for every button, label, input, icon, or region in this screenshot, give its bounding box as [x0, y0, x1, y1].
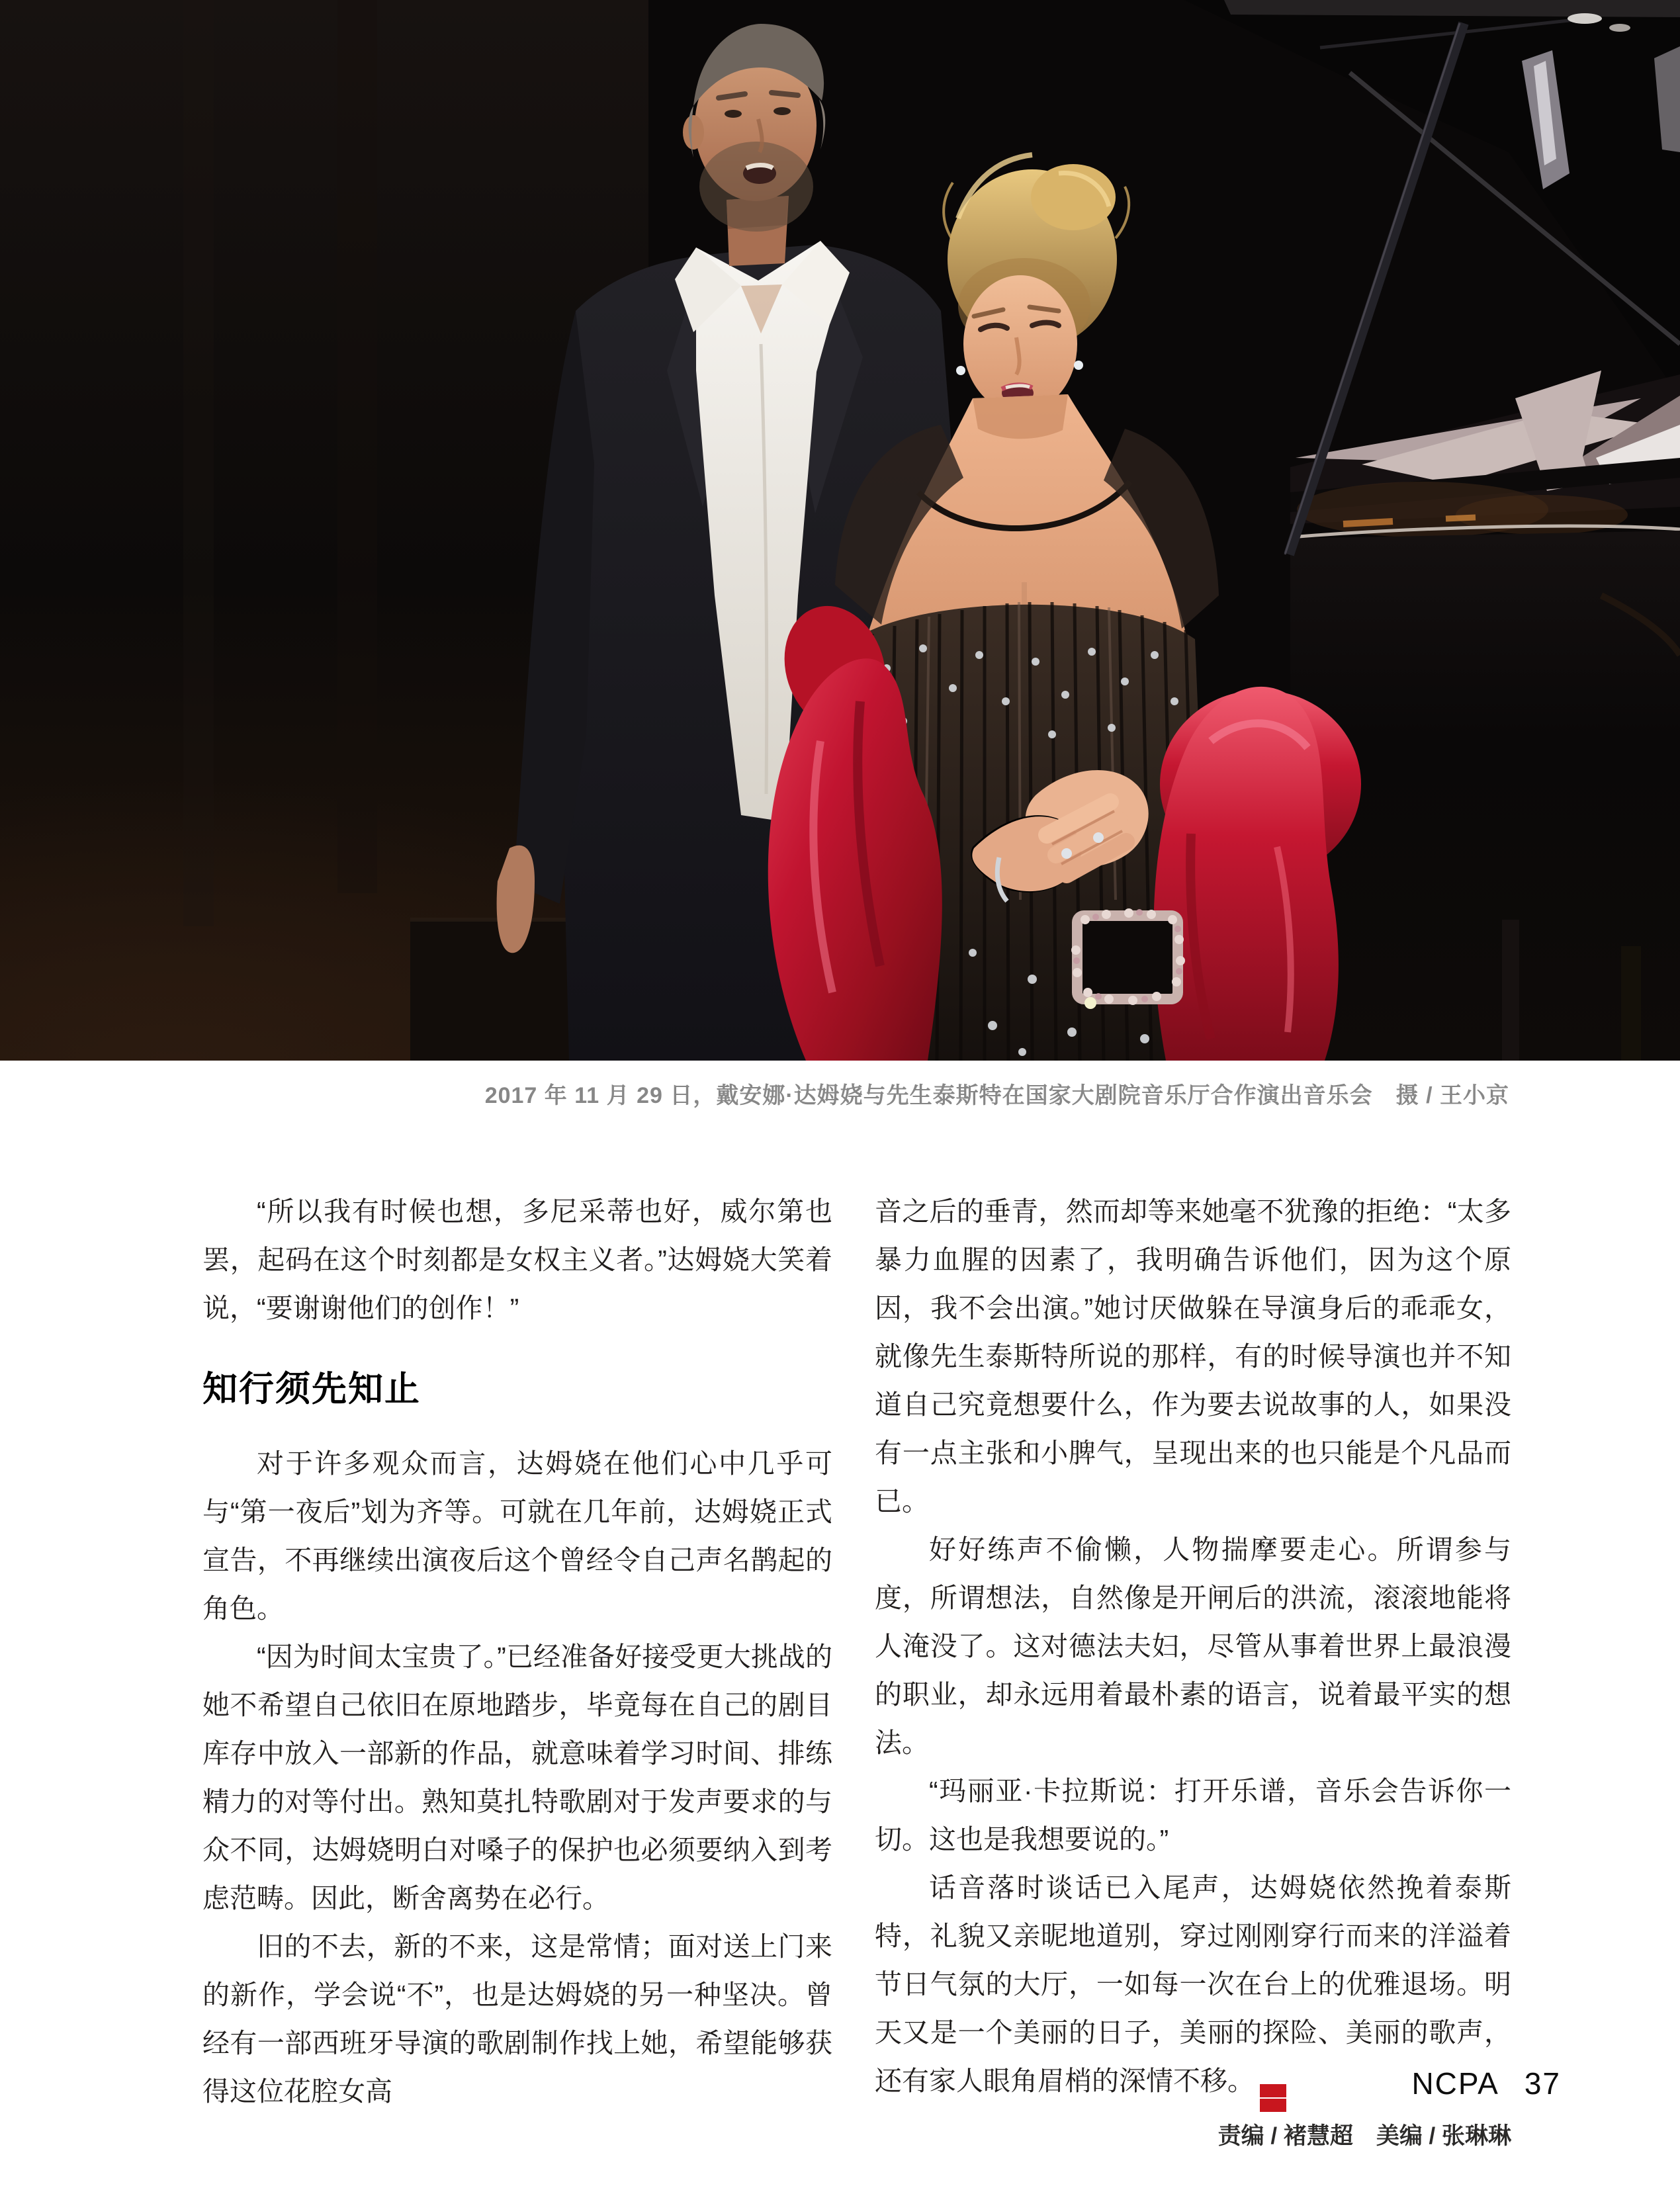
- footer-brand: NCPA: [1411, 2066, 1499, 2101]
- ring: [1093, 832, 1104, 843]
- article-right-column: [875, 1188, 1511, 2160]
- paragraph-text: 话音落时谈话已入尾声，达姆娆依然挽着泰斯特，礼貌又亲昵地道别，穿过刚刚穿行而来的洋溢着节日气氛的大厅，一如每一次在台上的优雅退场。明天又是一个美丽的日子，美丽的探险、美丽的歌声，还有家人眼角眉梢的深情不移。: [875, 1872, 1511, 2096]
- ncpa-end-mark-line2: PA: [1292, 2099, 1308, 2111]
- paragraph: “因为时间太宝贵了。”已经准备好接受更大挑战的她不希望自己依旧在原地踏步，毕竟每在自己的剧目库存中放入一部新的作品，就意味着学习时间、排练精力的对等付出。熟知莫扎特歌剧对于发声要求的与众不同，达姆娆明白对嗓子的保护也必须要纳入到考虑范畴。因此，断舍离势在必行。: [202, 1641, 832, 1913]
- buckle-glint: [1084, 997, 1096, 1009]
- earring: [1074, 361, 1083, 370]
- page-footer: [1411, 2066, 1561, 2101]
- earring: [956, 366, 965, 375]
- page-number: 37: [1524, 2066, 1561, 2101]
- editor-credits: 责编 / 褚慧超 美编 / 张琳琳: [1217, 2123, 1511, 2150]
- paragraph: 好好练声不偷懒，人物揣摩要走心。所谓参与度，所谓想法，自然像是开闸后的洪流，滚滚地能将人淹没了。这对德法夫妇，尽管从事着世界上最浪漫的职业，却永远用着最朴素的语言，说着最平实的想法。: [875, 1534, 1511, 1758]
- paragraph: 对于许多观众而言，达姆娆在他们心中几乎可与“第一夜后”划为齐等。可就在几年前，达姆娆正式宣告，不再继续出演夜后这个曾经令自己声名鹊起的角色。: [202, 1448, 832, 1624]
- male-beard: [699, 142, 813, 232]
- photo-caption: 2017 年 11 月 29 日，戴安娜·达姆娆与先生泰斯特在国家大剧院音乐厅合作演出音乐会 摄 / 王小京: [484, 1083, 1509, 1108]
- section-heading: 知行须先知止: [202, 1370, 421, 1409]
- paragraph: 音之后的垂青，然而却等来她毫不犹豫的拒绝：“太多暴力血腥的因素了，我明确告诉他们，因为这个原因，我不会出演。”她讨厌做躲在导演身后的乖乖女，就像先生泰斯特所说的那样，有的时候导演也并不知道自己究竟想要什么，作为要去说故事的人，如果没有一点主张和小脾气，呈现出来的也只能是个凡品而已。: [875, 1196, 1511, 1516]
- jeweled-buckle: [1071, 908, 1185, 1009]
- ring: [1061, 848, 1072, 859]
- concert-photo: [0, 0, 1680, 1061]
- ncpa-end-mark: [1260, 2084, 1309, 2112]
- paragraph: 旧的不去，新的不来，这是常情；面对送上门来的新作，学会说“不”，也是达姆娆的另一种坚决。曾经有一部西班牙导演的歌剧制作找上她，希望能够获得这位花腔女高: [202, 1931, 832, 2107]
- paragraph: “玛丽亚·卡拉斯说：打开乐谱，音乐会告诉你一切。这也是我想要说的。”: [875, 1776, 1511, 1855]
- paragraph: “所以我有时候也想，多尼采蒂也好，威尔第也罢，起码在这个时刻都是女权主义者。”达姆娆大笑着说，“要谢谢他们的创作！”: [202, 1196, 832, 1323]
- article-left-column: [202, 1188, 832, 2116]
- ncpa-end-mark-line1: NC: [1237, 2086, 1309, 2099]
